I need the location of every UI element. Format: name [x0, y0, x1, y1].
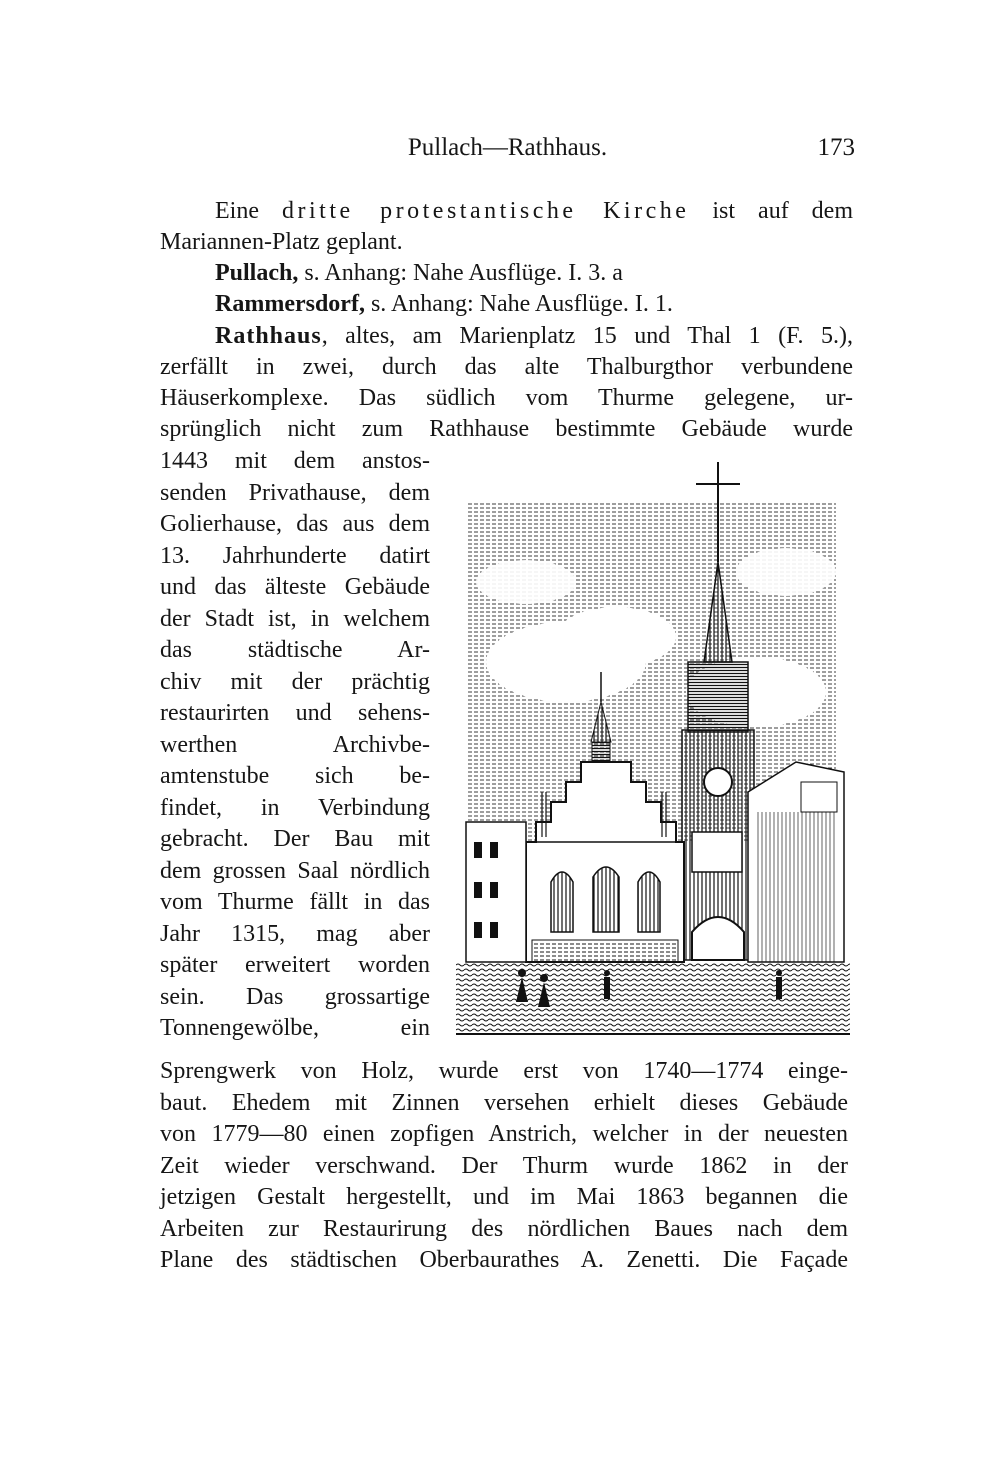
text-line: 13. Jahrhunderte datirt	[160, 542, 430, 569]
entry-text: , altes, am Marienplatz 15 und Thal 1 (F. 5.),	[321, 323, 853, 349]
text-line: zerfällt in zwei, durch das alte Thalburgthor verbundene	[160, 354, 853, 380]
old-town-hall-engraving	[456, 462, 850, 1044]
text-line: Jahr 1315, mag aber	[160, 920, 430, 947]
text-line: von 1779—80 einen zopfigen Anstrich, welcher in der neuesten	[160, 1121, 848, 1147]
text-line: Häuserkomplexe. Das südlich vom Thurme gelegene, ur-	[160, 385, 853, 412]
entry-term: Pullach,	[215, 260, 299, 286]
text-line: der Stadt ist, in welchem	[160, 605, 430, 632]
text-line: senden Privathause, dem	[160, 479, 430, 506]
text-line: baut. Ehedem mit Zinnen versehen erhielt dieses Gebäude	[160, 1089, 848, 1116]
text-line: Mariannen-Platz geplant.	[160, 229, 403, 255]
text-line: später erweitert worden	[160, 952, 430, 978]
text-line	[215, 196, 853, 226]
running-header	[160, 128, 855, 168]
text-line: sprünglich nicht zum Rathhause bestimmte Gebäude wurde	[160, 416, 853, 443]
text-line: werthen Archivbe-	[160, 731, 430, 758]
text-line: das städtische Ar-	[160, 637, 430, 663]
entry-term: Rammersdorf,	[215, 291, 365, 317]
text-line: gebracht. Der Bau mit	[160, 826, 430, 852]
text-line: vom Thurme fällt in das	[160, 889, 430, 915]
text-line: Plane des städtischen Oberbaurathes A. Zenetti. Die Façade	[160, 1247, 848, 1273]
entry-rammersdorf	[215, 289, 673, 319]
text-line: sein. Das grossartige	[160, 983, 430, 1010]
text-line: amtenstube sich be-	[160, 763, 430, 789]
text-line: und das älteste Gebäude	[160, 574, 430, 600]
text-line: Sprengwerk von Holz, wurde erst von 1740—1774 einge-	[160, 1058, 848, 1084]
text-line: chiv mit der prächtig	[160, 668, 430, 695]
text-line: findet, in Verbindung	[160, 794, 430, 821]
text-line: Golierhause, das aus dem	[160, 511, 430, 537]
text-line: 1443 mit dem anstos-	[160, 448, 430, 474]
text-line: Tonnengewölbe, ein	[160, 1015, 430, 1041]
text-line: Zeit wieder verschwand. Der Thurm wurde 1862 in der	[160, 1152, 848, 1179]
entry-rathhaus	[215, 321, 853, 351]
entry-text: s. Anhang: Nahe Ausflüge. I. 1.	[364, 291, 673, 317]
entry-term: Rathhaus	[215, 323, 322, 349]
text-line: jetzigen Gestalt hergestellt, und im Mai 1863 begannen die	[160, 1184, 848, 1210]
text-line: dem grossen Saal nördlich	[160, 857, 430, 884]
text-line: Arbeiten zur Restaurirung des nördlichen Baues nach dem	[160, 1215, 848, 1242]
running-title: Pullach—Rathhaus.	[407, 134, 608, 161]
page-number: 173	[817, 134, 855, 161]
entry-text: s. Anhang: Nahe Ausflüge. I. 3. a	[298, 260, 623, 286]
emphasized-text: dritte protestantische Kirche	[281, 198, 690, 224]
text-fragment: Eine	[215, 198, 282, 224]
entry-pullach	[215, 258, 623, 288]
text-line: restaurirten und sehens-	[160, 700, 430, 726]
text-fragment: ist auf dem	[689, 198, 854, 224]
